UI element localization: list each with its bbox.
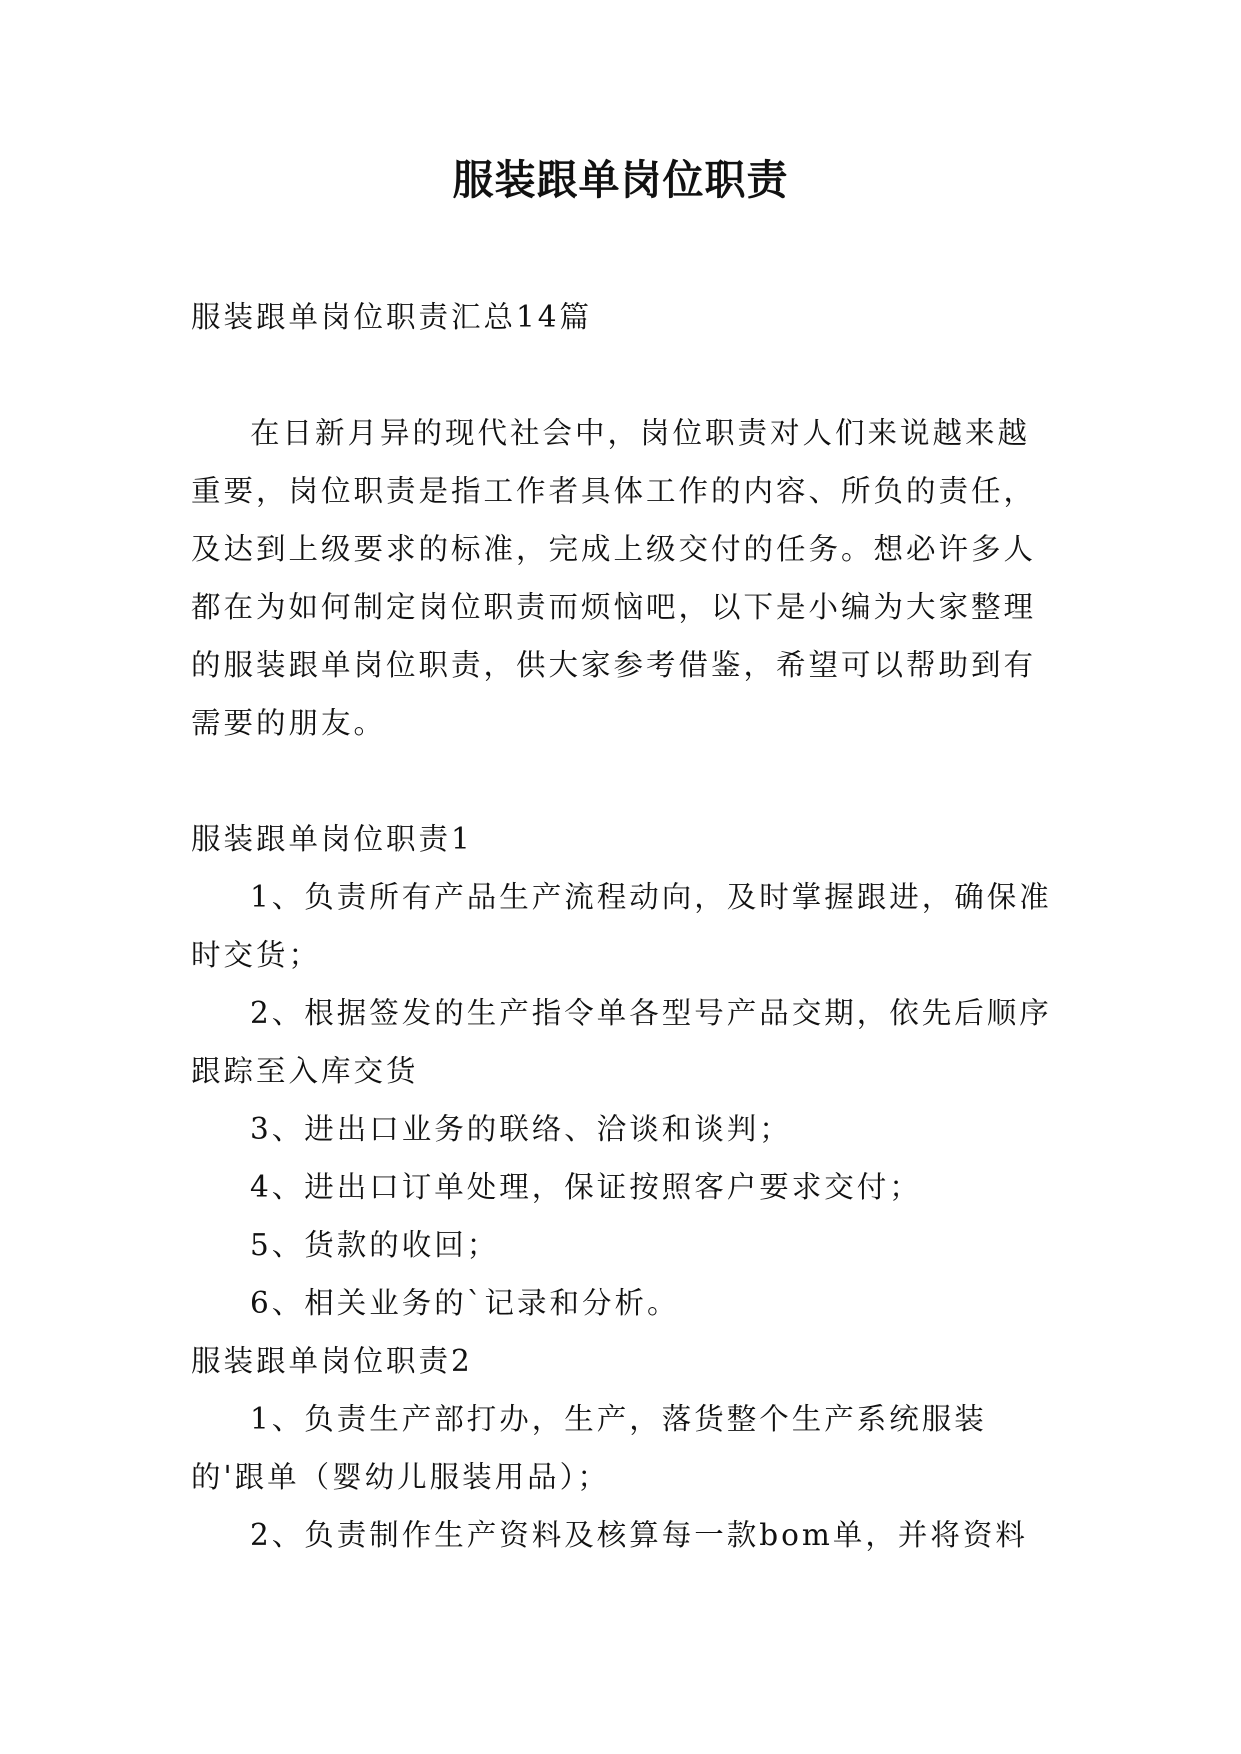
list-item: 2、根据签发的生产指令单各型号产品交期，依先后顺序跟踪至入库交货 bbox=[191, 996, 1052, 1088]
list-item: 2、负责制作生产资料及核算每一款bom单，并将资料 bbox=[250, 1518, 1028, 1552]
list-item: 3、进出口业务的联络、洽谈和谈判； bbox=[250, 1112, 792, 1146]
list-item: 5、货款的收回； bbox=[250, 1228, 500, 1262]
list-item: 1、负责生产部打办，生产，落货整个生产系统服装的'跟单（婴幼儿服装用品）； bbox=[191, 1402, 987, 1494]
document-title: 服装跟单岗位职责 bbox=[452, 156, 789, 204]
document-body bbox=[191, 288, 1056, 1564]
section-heading: 服装跟单岗位职责1 bbox=[191, 822, 473, 856]
section-1 bbox=[191, 810, 1056, 1332]
list-item: 4、进出口订单处理，保证按照客户要求交付； bbox=[250, 1170, 922, 1204]
list-item: 6、相关业务的`记录和分析。 bbox=[250, 1286, 680, 1320]
intro-paragraph: 在日新月异的现代社会中，岗位职责对人们来说越来越重要，岗位职责是指工作者具体工作的内容、所负的责任，及达到上级要求的标准，完成上级交付的任务。想必许多人都在为如何制定岗位职责而烦恼吧，以下是小编为大家整理的服装跟单岗位职责，供大家参考借鉴，希望可以帮助到有需要的朋友。 bbox=[191, 416, 1037, 740]
section-2 bbox=[191, 1332, 1056, 1564]
document-subtitle: 服装跟单岗位职责汇总14篇 bbox=[191, 300, 593, 334]
section-heading: 服装跟单岗位职责2 bbox=[191, 1344, 473, 1378]
list-item: 1、负责所有产品生产流程动向，及时掌握跟进，确保准时交货； bbox=[191, 880, 1052, 972]
